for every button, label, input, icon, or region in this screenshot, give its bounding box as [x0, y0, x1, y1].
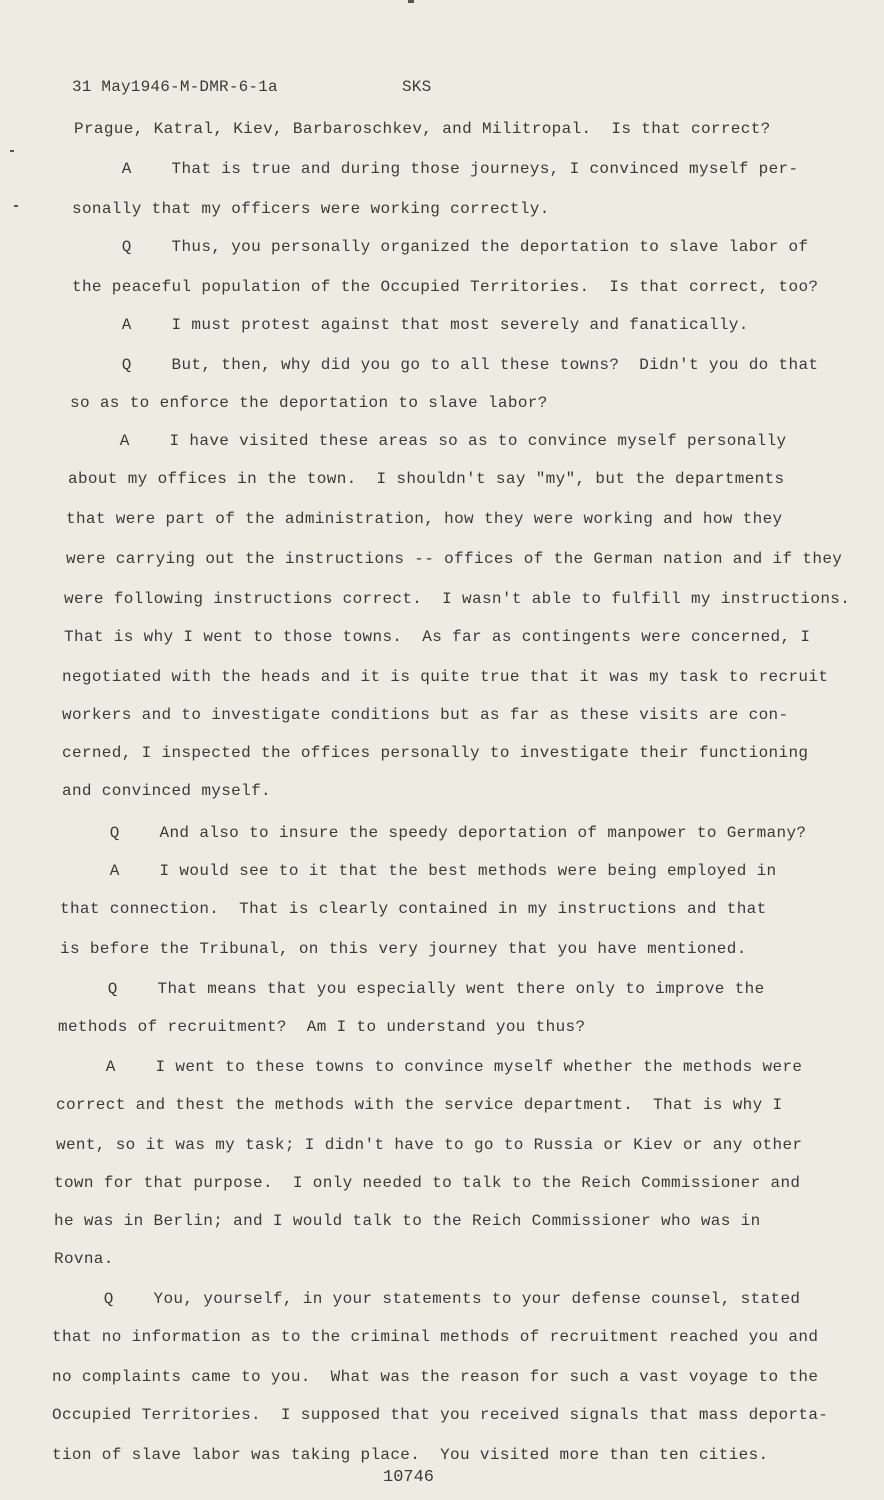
transcript-line: sonally that my officers were working correctly. [72, 200, 550, 218]
page-header [72, 78, 431, 96]
transcript-line: A That is true and during those journeys, I convinced myself per- [72, 160, 799, 178]
page-number: 10746 [383, 1468, 435, 1487]
typist-initials: SKS [402, 78, 432, 96]
transcript-line: Q Thus, you personally organized the deportation to slave labor of [72, 238, 809, 256]
transcript-line: tion of slave labor was taking place. You visited more than ten cities. [52, 1446, 769, 1464]
margin-mark [10, 150, 14, 152]
transcript-line: Q You, yourself, in your statements to your defense counsel, stated [54, 1290, 801, 1308]
transcript-line: about my offices in the town. I shouldn't say "my", but the departments [68, 470, 785, 488]
transcript-line: negotiated with the heads and it is quite true that it was my task to recruit [62, 668, 829, 686]
transcript-line: that connection. That is clearly contained in my instructions and that [60, 900, 767, 918]
transcript-line: Q And also to insure the speedy deportation of manpower to Germany? [60, 824, 807, 842]
transcript-line: went, so it was my task; I didn't have to go to Russia or Kiev or any other [56, 1136, 803, 1154]
date-code: 31 May1946-M-DMR-6-1a [72, 78, 278, 96]
transcript-line: That is why I went to those towns. As far as contingents were concerned, I [64, 628, 811, 646]
transcript-line: so as to enforce the deportation to slave labor? [70, 394, 548, 412]
transcript-line: Q That means that you especially went there only to improve the [58, 980, 765, 998]
transcript-line: no complaints came to you. What was the reason for such a vast voyage to the [52, 1368, 819, 1386]
transcript-line: workers and to investigate conditions but as far as these visits are con- [62, 706, 789, 724]
transcript-line: and convinced myself. [62, 782, 271, 800]
transcript-line: were following instructions correct. I wasn't able to fulfill my instructions. [64, 590, 851, 608]
transcript-line: were carrying out the instructions -- offices of the German nation and if they [66, 550, 843, 568]
transcript-line: methods of recruitment? Am I to understand you thus? [58, 1018, 586, 1036]
transcript-line: A I have visited these areas so as to convince myself personally [70, 432, 787, 450]
transcript-line: that no information as to the criminal methods of recruitment reached you and [52, 1328, 819, 1346]
punch-mark [408, 0, 414, 3]
transcript-line: A I would see to it that the best methods were being employed in [60, 862, 777, 880]
transcript-line: Rovna. [54, 1250, 114, 1268]
transcript-line: the peaceful population of the Occupied Territories. Is that correct, too? [72, 278, 819, 296]
transcript-line: Occupied Territories. I supposed that you received signals that mass deporta- [52, 1406, 829, 1424]
transcript-line: correct and thest the methods with the service department. That is why I [56, 1096, 783, 1114]
transcript-line: cerned, I inspected the offices personally to investigate their functioning [62, 744, 809, 762]
transcript-line: A I must protest against that most severely and fanatically. [72, 316, 749, 334]
transcript-line: that were part of the administration, how they were working and how they [66, 510, 783, 528]
transcript-line: is before the Tribunal, on this very journey that you have mentioned. [60, 940, 747, 958]
margin-mark [14, 205, 18, 207]
transcript-line: Q But, then, why did you go to all these towns? Didn't you do that [72, 356, 819, 374]
transcript-line: town for that purpose. I only needed to talk to the Reich Commissioner and [54, 1174, 801, 1192]
transcript-line: A I went to these towns to convince myself whether the methods were [56, 1058, 803, 1076]
transcript-line: Prague, Katral, Kiev, Barbaroschkev, and Militropal. Is that correct? [74, 120, 771, 138]
transcript-line: he was in Berlin; and I would talk to the Reich Commissioner who was in [54, 1212, 761, 1230]
